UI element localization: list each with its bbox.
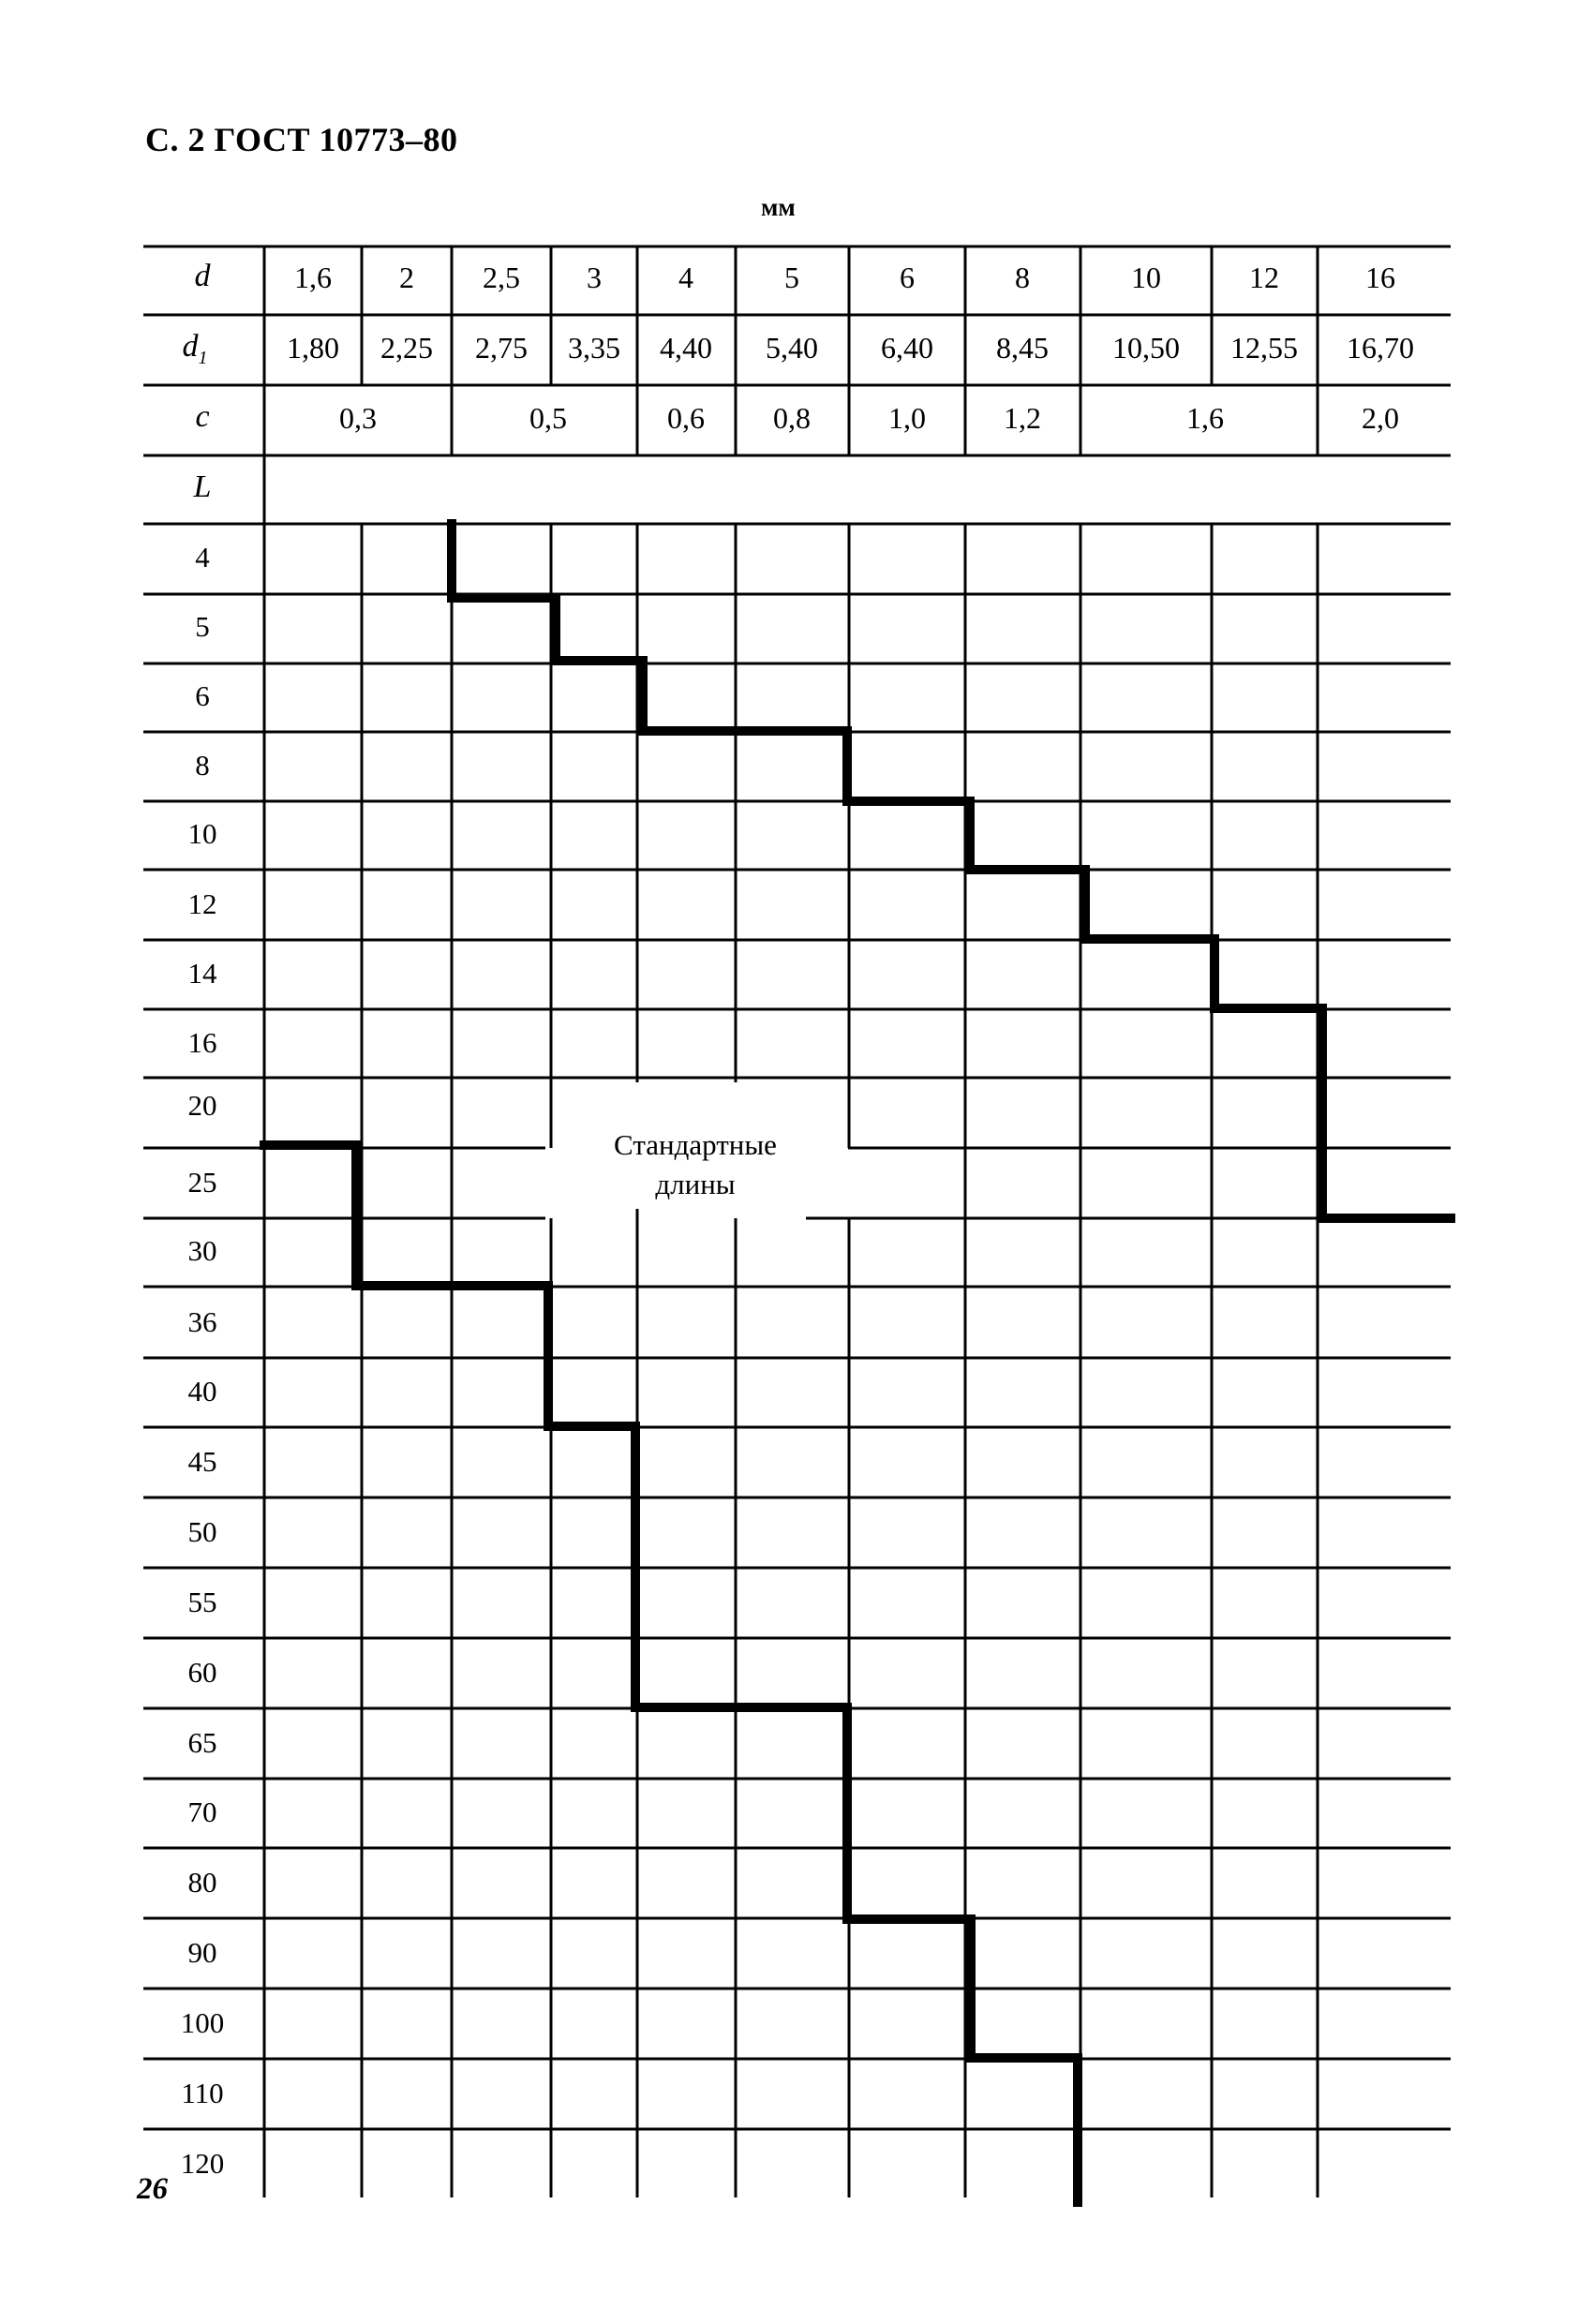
d1-value: 5,40 (766, 331, 818, 365)
c-value: 0,5 (529, 401, 567, 435)
l-value: 8 (195, 749, 210, 782)
d-value: 2,5 (483, 261, 520, 294)
l-value: 65 (187, 1726, 217, 1759)
l-value: 45 (187, 1445, 217, 1478)
c-value: 1,2 (1004, 401, 1041, 435)
c-value: 0,6 (667, 401, 705, 435)
d-value: 10 (1131, 261, 1161, 294)
l-value: 55 (187, 1586, 217, 1618)
d-value: 2 (399, 261, 414, 294)
label-c: c (195, 399, 210, 434)
l-value: 6 (195, 679, 210, 712)
label-d1-main: d (182, 329, 199, 364)
d-value: 5 (784, 261, 799, 294)
d-value: 16 (1365, 261, 1395, 294)
d1-value: 10,50 (1112, 331, 1180, 365)
d1-value: 8,45 (996, 331, 1049, 365)
c-value: 0,8 (773, 401, 811, 435)
page-number: 26 (137, 2172, 168, 2206)
l-value: 110 (181, 2077, 224, 2109)
l-value: 90 (187, 1936, 217, 1969)
d1-value: 12,55 (1230, 331, 1298, 365)
label-d: d (194, 259, 211, 293)
l-value: 12 (187, 887, 217, 920)
d-value: 4 (678, 261, 693, 294)
d1-value: 16,70 (1347, 331, 1414, 365)
l-value: 80 (187, 1866, 217, 1899)
label-L: L (193, 469, 212, 504)
l-value: 50 (187, 1515, 217, 1548)
l-value: 40 (187, 1375, 217, 1408)
unit-label: мм (761, 193, 796, 221)
l-value: 4 (195, 541, 210, 574)
l-value: 120 (180, 2147, 225, 2180)
l-value: 20 (187, 1089, 217, 1122)
l-value: 16 (187, 1026, 217, 1059)
l-value: 30 (187, 1234, 217, 1267)
l-value: 60 (187, 1656, 217, 1689)
l-value: 5 (195, 610, 210, 643)
d1-value: 2,75 (475, 331, 528, 365)
grid-lines (143, 246, 1451, 2197)
label-d1 (183, 329, 208, 368)
c-value: 0,3 (339, 401, 377, 435)
c-value: 1,0 (888, 401, 926, 435)
l-value: 100 (180, 2006, 225, 2039)
d-value: 1,6 (294, 261, 332, 294)
page-header: С. 2 ГОСТ 10773–80 (145, 121, 458, 158)
d1-value: 2,25 (380, 331, 433, 365)
standard-lengths-note-line1: Стандартные (614, 1128, 777, 1161)
d-value: 6 (900, 261, 915, 294)
l-value: 70 (187, 1795, 217, 1828)
c-value: 2,0 (1362, 401, 1399, 435)
l-value: 25 (187, 1166, 217, 1199)
standard-length-boundary (264, 524, 1451, 2202)
standard-lengths-note-line2: длины (655, 1168, 736, 1200)
d1-value: 6,40 (881, 331, 933, 365)
d1-value: 1,80 (287, 331, 339, 365)
l-value: 14 (187, 957, 217, 990)
lower-boundary-line (264, 1145, 1078, 2202)
label-d1-subscript: 1 (198, 348, 208, 368)
c-value: 1,6 (1186, 401, 1224, 435)
d-value: 12 (1249, 261, 1279, 294)
d-value: 8 (1015, 261, 1030, 294)
d-value: 3 (587, 261, 602, 294)
d1-value: 4,40 (660, 331, 712, 365)
l-value: 10 (187, 817, 217, 850)
d1-value: 3,35 (568, 331, 620, 365)
l-value: 36 (187, 1305, 217, 1338)
